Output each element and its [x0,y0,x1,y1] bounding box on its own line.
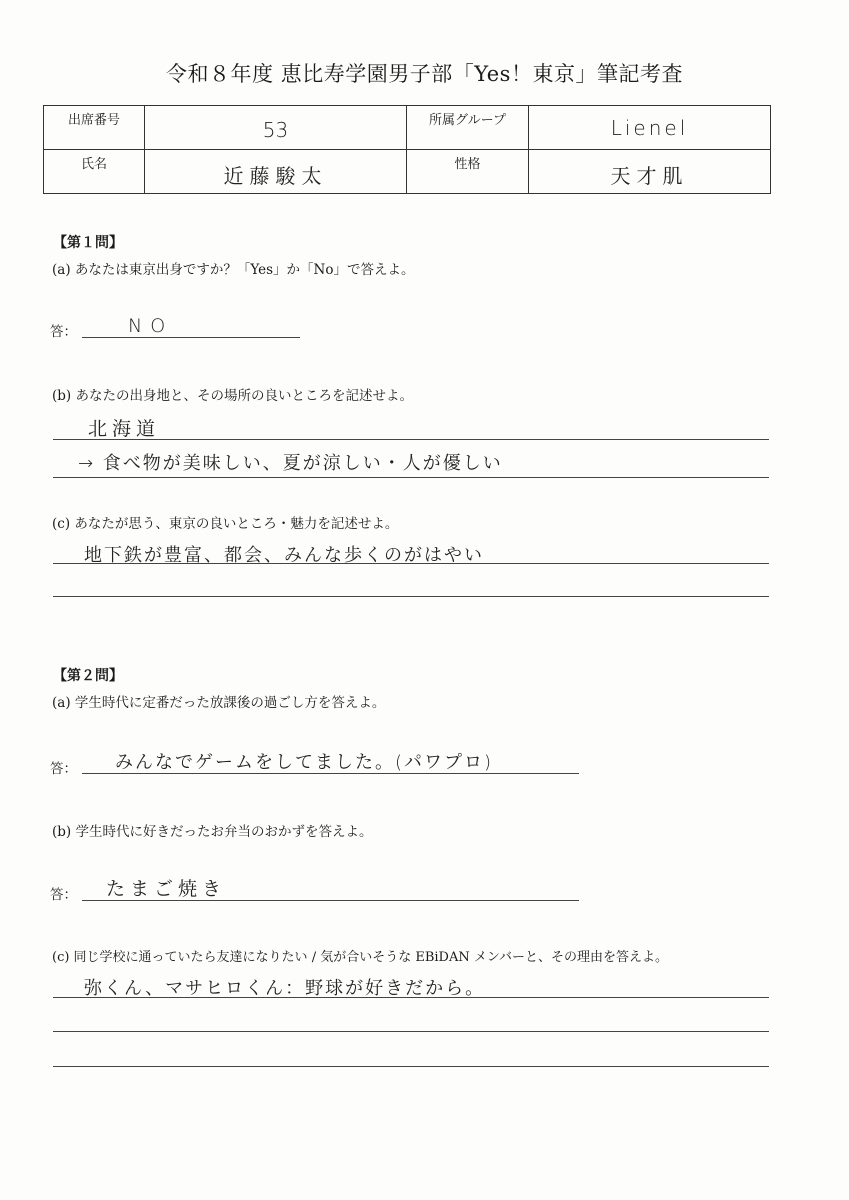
seat-number-label: 出席番号 [44,106,145,150]
q2-heading: 【第２問】 [53,668,123,684]
page-title: 令和８年度 恵比寿学園男子部「Yes！東京」筆記考査 [166,62,683,86]
q2b-question: (b) 学生時代に好きだったお弁当のおかずを答えよ。 [52,824,373,840]
q1b-answer-line2: → 食べ物が美味しい、夏が涼しい・人が優しい [78,453,503,474]
q1c-answer-rule2 [53,596,769,597]
name-value: 近藤駿太 [223,164,328,188]
student-info-table [43,105,771,194]
q1a-question: (a) あなたは東京出身ですか？「Yes」か「No」で答えよ。 [52,262,415,278]
q1b-answer-rule1 [53,439,769,440]
q2a-answer-line [82,773,579,774]
q1c-answer-line1: 地下鉄が豊富、都会、みんな歩くのがはやい [84,545,484,566]
name-label: 氏名 [44,150,145,194]
q1c-answer-rule1 [53,563,769,564]
q2c-question: (c) 同じ学校に通っていたら友達になりたい / 気が合いそうな EBiDAN メンバーと、その理由を答えよ。 [52,950,668,965]
q2c-answer-line1: 弥くん、マサヒロくん：野球が好きだから。 [84,978,486,999]
q1a-answer: NO [128,315,174,337]
q2c-answer-rule2 [53,1031,769,1032]
q2a-answer: みんなでゲームをしてました。(パワプロ) [115,752,494,773]
q2b-answer: たまご焼き [106,878,227,900]
q1b-answer-line1: 北海道 [88,418,161,440]
q1-heading: 【第１問】 [53,235,123,251]
name-cell [145,150,407,194]
seat-number-cell [145,106,407,150]
q1b-question: (b) あなたの出身地と、その場所の良いところを記述せよ。 [52,388,413,404]
group-cell [529,106,771,150]
q2c-answer-rule1 [53,997,769,998]
q1a-answer-label: 答： [50,324,77,340]
q2b-answer-label: 答： [50,887,77,903]
q1b-answer-rule2 [53,477,769,478]
seat-number-value: 53 [262,118,289,142]
q2c-answer-rule3 [53,1066,769,1067]
q1c-question: (c) あなたが思う、東京の良いところ・魅力を記述せよ。 [52,516,399,532]
q1a-answer-line [82,337,300,338]
group-label: 所属グループ [407,106,529,150]
group-value: Lienel [610,116,689,140]
personality-label: 性格 [407,150,529,194]
q2b-answer-line [82,900,579,901]
q2a-answer-label: 答： [50,761,77,777]
personality-value: 天才肌 [610,164,689,188]
personality-cell [529,150,771,194]
q2a-question: (a) 学生時代に定番だった放課後の過ごし方を答えよ。 [52,695,386,711]
